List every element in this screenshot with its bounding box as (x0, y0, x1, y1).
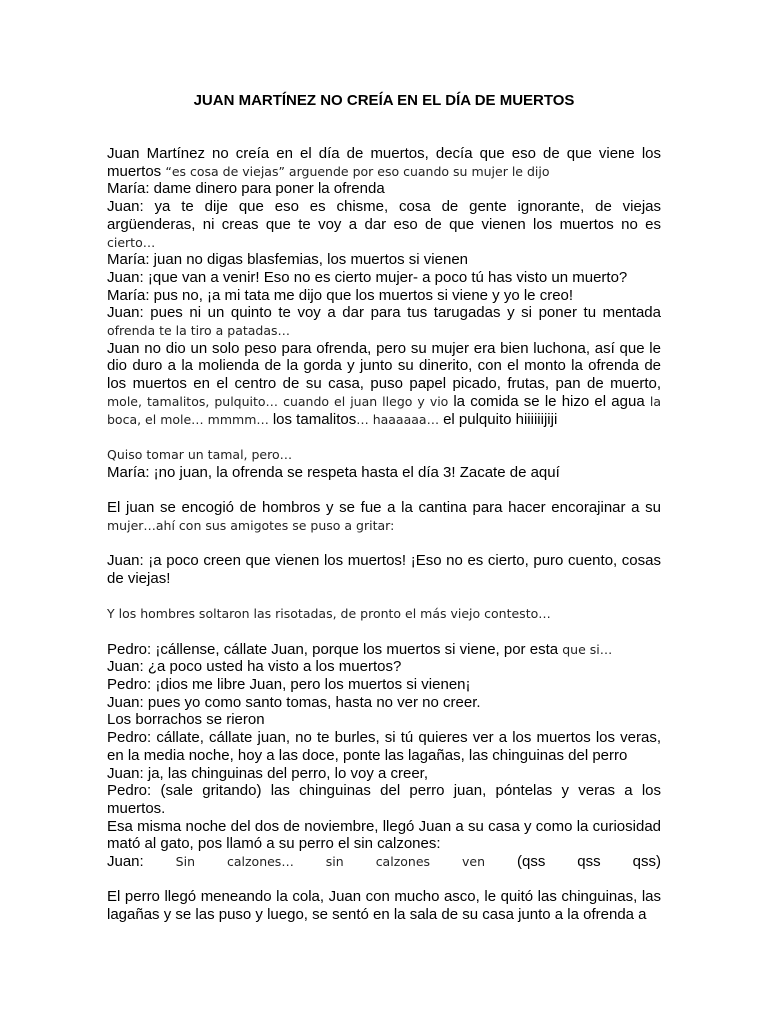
paragraph (107, 641, 661, 659)
text-run-light: “es cosa de viejas” arguende por eso cuando su mujer le dijo (165, 163, 550, 179)
spread-word: calzones (375, 854, 431, 870)
paragraph (107, 446, 661, 464)
text-run: María: dame dinero para poner la ofrenda (107, 180, 385, 198)
paragraph (107, 464, 661, 482)
spread-word: qss) (632, 853, 661, 871)
paragraph (107, 765, 661, 783)
text-run: Juan: ¡que van a venir! Eso no es cierto mujer- a poco tú has visto un muerto? (107, 268, 628, 286)
paragraph (107, 605, 661, 623)
text-run: Juan: ja, las chinguinas del perro, lo voy a creer, (107, 764, 429, 782)
text-run: Juan Martínez no creía en el día de muertos, decía que eso de que viene los muertos (107, 145, 661, 180)
text-run: Pedro: (sale gritando) las chinguinas del perro juan, póntelas y veras a los muertos. (107, 782, 661, 817)
text-run: Juan: ya te dije que eso es chisme, cosa de gente ignorante, de viejas argüenderas, ni creas que te voy a dar eso de que vienen los muertos no es (107, 198, 661, 233)
text-run: Juan: ¿a poco usted ha visto a los muertos? (107, 658, 402, 676)
paragraph (107, 287, 661, 305)
paragraph (107, 729, 661, 764)
spread-line (107, 853, 661, 871)
text-run: Pedro: cállate, cállate juan, no te burles, si tú quieres ver a los muertos los veras, en la media noche, hoy a las doce, ponte las lagañas, las chinguinas del perro (107, 729, 661, 764)
text-run: Pedro: ¡cállense, cállate Juan, porque los muertos si viene, por esta (107, 640, 563, 658)
spread-word: Juan: (107, 853, 144, 871)
paragraph (107, 198, 661, 251)
spread-word: (qss (516, 853, 546, 871)
text-run: Juan no dio un solo peso para ofrenda, pero su mujer era bien luchona, así que le dio duro a la molienda de la gorda y junto su dinerito, con el monto la ofrenda de los muertos en el centro de su casa, puso papel picado, frutas, pan de muerto, (107, 339, 661, 393)
text-run-light: mujer…ahí con sus amigotes se puso a gritar: (107, 517, 395, 533)
text-run: María: ¡no juan, la ofrenda se respeta hasta el día 3! Zacate de aquí (107, 463, 560, 481)
spread-word: ven (462, 854, 486, 870)
paragraph (107, 694, 661, 712)
paragraph (107, 711, 661, 729)
text-run: Esa misma noche del dos de noviembre, llegó Juan a su casa y como la curiosidad mató al gato, pos llamó a su perro el sin calzones: (107, 817, 661, 853)
paragraph (107, 782, 661, 817)
paragraph (107, 340, 661, 429)
paragraph (107, 180, 661, 198)
text-run-light: Y los hombres soltaron las risotadas, de pronto el más viejo contesto… (107, 606, 551, 622)
text-run-light: Quiso tomar un tamal, pero… (107, 446, 293, 462)
spread-word: sin (325, 854, 344, 870)
paragraph (107, 304, 661, 339)
paragraph (107, 818, 661, 853)
text-run: María: pus no, ¡a mi tata me dijo que los muertos si viene y yo le creo! (107, 286, 574, 304)
text-run-light: ofrenda te la tiro a patadas… (107, 323, 291, 339)
spread-word: Sin (175, 854, 196, 870)
text-run: María: juan no digas blasfemias, los muertos si vienen (107, 251, 469, 269)
text-run: El juan se encogió de hombros y se fue a la cantina para hacer encorajinar a su (107, 499, 661, 517)
paragraph (107, 251, 661, 269)
document-body (107, 145, 661, 924)
text-run: El perro llegó meneando la cola, Juan con mucho asco, le quitó las chinguinas, las lagañas y se las puso y luego, se sentó en la sala de su casa junto a la ofrenda a (107, 888, 661, 924)
text-run: Juan: ¡a poco creen que vienen los muertos! ¡Eso no es cierto, puro cuento, cosas de viejas! (107, 552, 661, 587)
text-run: Pedro: ¡dios me libre Juan, pero los muertos si vienen¡ (107, 676, 471, 694)
text-run: Juan: pues ni un quinto te voy a dar para tus tarugadas y si poner tu mentada (107, 304, 661, 322)
paragraph (107, 658, 661, 676)
paragraph (107, 888, 661, 923)
text-run: Los borrachos se rieron (107, 711, 265, 729)
paragraph (107, 552, 661, 587)
paragraph (107, 145, 661, 180)
text-run: la comida se le hizo el agua (453, 392, 650, 410)
text-run: el pulquito hiiiiiijiji (443, 410, 558, 428)
text-run-light: cierto… (107, 234, 156, 250)
text-run-light: … haaaaaa… (356, 411, 444, 427)
paragraph (107, 676, 661, 694)
paragraph (107, 499, 661, 534)
text-run-light: que si… (562, 641, 613, 657)
spread-word: calzones… (226, 854, 294, 870)
document-title: JUAN MARTÍNEZ NO CREÍA EN EL DÍA DE MUERTOS (193, 92, 575, 109)
text-run-light: la boca, el mole… mmmm… (107, 393, 661, 427)
text-run: Juan: pues yo como santo tomas, hasta no ver no creer. (107, 693, 481, 711)
text-run-light: mole, tamalitos, pulquito… cuando el juan llego y vio (107, 393, 454, 409)
paragraph (107, 269, 661, 287)
text-run: los tamalitos (272, 410, 357, 428)
spread-word: qss (577, 853, 601, 871)
